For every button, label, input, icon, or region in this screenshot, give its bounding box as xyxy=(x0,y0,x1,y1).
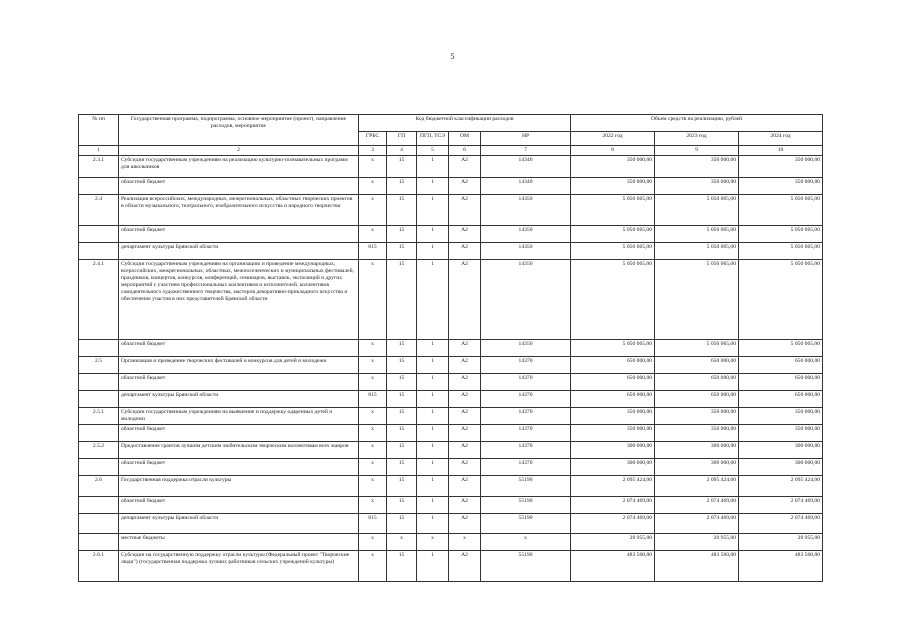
cell-2022: 20 955,00 xyxy=(571,534,655,551)
header-amount: Объем средств на реализацию, рублей xyxy=(571,115,823,132)
cell-pgp: х xyxy=(417,534,449,551)
cell-num: 2.5.2 xyxy=(79,442,119,459)
cell-2024: 2 095 424,00 xyxy=(739,476,823,497)
cell-grbs: х xyxy=(359,459,387,476)
cell-2023: 350 000,00 xyxy=(655,178,739,195)
cell-2023: 300 000,00 xyxy=(655,442,739,459)
cell-gp: 15 xyxy=(387,340,417,357)
cell-2023: 300 000,00 xyxy=(655,459,739,476)
cell-gp: 15 xyxy=(387,442,417,459)
cell-nr: 14370 xyxy=(481,391,571,408)
cell-2023: 650 000,00 xyxy=(655,374,739,391)
cell-name: Государственная поддержка отрасли культуры xyxy=(119,476,359,497)
table-row xyxy=(79,243,823,260)
cell-2022: 483 560,00 xyxy=(571,551,655,582)
cell-om: А2 xyxy=(449,408,481,425)
cell-2024: 483 560,00 xyxy=(739,551,823,582)
cell-grbs: 815 xyxy=(359,243,387,260)
cell-om: А2 xyxy=(449,178,481,195)
cell-num xyxy=(79,425,119,442)
cell-nr: 14370 xyxy=(481,357,571,374)
table-row xyxy=(79,391,823,408)
cell-2024: 2 074 469,00 xyxy=(739,497,823,514)
cell-2024: 650 000,00 xyxy=(739,357,823,374)
cell-num xyxy=(79,178,119,195)
cell-nr: 14350 xyxy=(481,243,571,260)
cell-2024: 350 000,00 xyxy=(739,408,823,425)
cell-num xyxy=(79,459,119,476)
cell-grbs: х xyxy=(359,260,387,340)
cell-grbs: х xyxy=(359,551,387,582)
cell-gp: 15 xyxy=(387,260,417,340)
cell-2022: 2 074 469,00 xyxy=(571,514,655,534)
cell-nr: 14370 xyxy=(481,425,571,442)
cell-2023: 5 050 065,00 xyxy=(655,195,739,226)
cell-pgp: 1 xyxy=(417,476,449,497)
cell-pgp: 1 xyxy=(417,195,449,226)
cell-name: департамент культуры Брянской области xyxy=(119,243,359,260)
budget-table xyxy=(78,114,823,582)
cell-grbs: х xyxy=(359,425,387,442)
header-gp: ГП xyxy=(387,132,417,146)
table-row xyxy=(79,156,823,178)
cell-2024: 2 074 469,00 xyxy=(739,514,823,534)
cell-nr: 14350 xyxy=(481,195,571,226)
cell-2022: 5 050 065,00 xyxy=(571,243,655,260)
cell-gp: 15 xyxy=(387,497,417,514)
cell-grbs: х xyxy=(359,357,387,374)
cell-2024: 650 000,00 xyxy=(739,374,823,391)
cell-gp: 15 xyxy=(387,374,417,391)
cell-num: 2.4 xyxy=(79,195,119,226)
column-number: 4 xyxy=(387,146,417,156)
table-row xyxy=(79,374,823,391)
cell-name: областной бюджет xyxy=(119,374,359,391)
cell-2023: 5 050 065,00 xyxy=(655,226,739,243)
table-row xyxy=(79,260,823,340)
cell-pgp: 1 xyxy=(417,442,449,459)
cell-2024: 5 050 065,00 xyxy=(739,260,823,340)
cell-gp: 15 xyxy=(387,391,417,408)
cell-2023: 2 074 469,00 xyxy=(655,514,739,534)
header-2024: 2024 год xyxy=(739,132,823,146)
table-row xyxy=(79,340,823,357)
cell-2022: 350 000,00 xyxy=(571,408,655,425)
cell-2023: 2 095 424,00 xyxy=(655,476,739,497)
cell-om: А2 xyxy=(449,243,481,260)
table-row xyxy=(79,459,823,476)
cell-gp: х xyxy=(387,534,417,551)
cell-pgp: 1 xyxy=(417,391,449,408)
cell-om: А2 xyxy=(449,476,481,497)
column-number: 1 xyxy=(79,146,119,156)
cell-pgp: 1 xyxy=(417,178,449,195)
column-number: 3 xyxy=(359,146,387,156)
cell-pgp: 1 xyxy=(417,551,449,582)
cell-2022: 5 050 065,00 xyxy=(571,226,655,243)
header-pgp: ПГП, ТСЭ xyxy=(417,132,449,146)
cell-name: областной бюджет xyxy=(119,226,359,243)
cell-gp: 15 xyxy=(387,476,417,497)
cell-grbs: х xyxy=(359,442,387,459)
cell-2023: 20 955,00 xyxy=(655,534,739,551)
cell-name: Субсидии государственным учреждениям на выявление и поддержку одаренных детей и молодежи xyxy=(119,408,359,425)
cell-pgp: 1 xyxy=(417,497,449,514)
cell-num xyxy=(79,391,119,408)
header-2022: 2022 год xyxy=(571,132,655,146)
cell-nr: 14370 xyxy=(481,408,571,425)
cell-2023: 650 000,00 xyxy=(655,391,739,408)
cell-num: 2.4.1 xyxy=(79,260,119,340)
cell-name: областной бюджет xyxy=(119,459,359,476)
cell-2024: 5 050 065,00 xyxy=(739,243,823,260)
cell-name: областной бюджет xyxy=(119,425,359,442)
table-row xyxy=(79,534,823,551)
cell-2024: 350 000,00 xyxy=(739,178,823,195)
column-number: 5 xyxy=(417,146,449,156)
column-number: 9 xyxy=(655,146,739,156)
cell-om: А2 xyxy=(449,551,481,582)
cell-grbs: 815 xyxy=(359,514,387,534)
cell-nr: 14350 xyxy=(481,340,571,357)
cell-2023: 2 074 469,00 xyxy=(655,497,739,514)
cell-2024: 300 000,00 xyxy=(739,442,823,459)
cell-2022: 5 050 065,00 xyxy=(571,340,655,357)
cell-2022: 350 000,00 xyxy=(571,178,655,195)
cell-nr: 55190 xyxy=(481,476,571,497)
table-row xyxy=(79,408,823,425)
page-number: 5 xyxy=(450,52,455,61)
cell-grbs: х xyxy=(359,195,387,226)
cell-2022: 350 000,00 xyxy=(571,156,655,178)
cell-2024: 5 050 065,00 xyxy=(739,226,823,243)
cell-2022: 5 050 065,00 xyxy=(571,260,655,340)
cell-gp: 15 xyxy=(387,425,417,442)
cell-om: А2 xyxy=(449,340,481,357)
table-row xyxy=(79,357,823,374)
cell-2022: 2 095 424,00 xyxy=(571,476,655,497)
cell-2022: 5 050 065,00 xyxy=(571,195,655,226)
cell-pgp: 1 xyxy=(417,408,449,425)
header-grbs: ГРБС xyxy=(359,132,387,146)
cell-num xyxy=(79,226,119,243)
cell-num xyxy=(79,514,119,534)
cell-name: Реализация всероссийских, международных, межрегиональных, областных творческих проектов в области музыкального, театрального, изобразительного искусства и народного творчества xyxy=(119,195,359,226)
cell-2023: 5 050 065,00 xyxy=(655,340,739,357)
cell-2024: 5 050 065,00 xyxy=(739,195,823,226)
cell-gp: 15 xyxy=(387,357,417,374)
cell-nr: х xyxy=(481,534,571,551)
header-2023: 2023 год xyxy=(655,132,739,146)
cell-name: Субсидии государственным учреждениям на организацию и проведение международных, всероссийских, межрегиональных, областных, межпоселенческих и муниципальных фестивалей, праздников, концертов, конкурсов, конференций, семинаров, выставок, экспозиций и других мероприятий с участием профессиональных коллективов и исполнителей, коллективов самодеятельного художественного творчества, мастеров декоративно-прикладного искусства и обеспечение участия в них представителей Брянской области xyxy=(119,260,359,340)
cell-nr: 14370 xyxy=(481,442,571,459)
cell-gp: 15 xyxy=(387,226,417,243)
column-number: 7 xyxy=(481,146,571,156)
table-body xyxy=(79,156,823,582)
cell-num: 2.5 xyxy=(79,357,119,374)
cell-om: А2 xyxy=(449,497,481,514)
cell-om: А2 xyxy=(449,425,481,442)
cell-2023: 5 050 065,00 xyxy=(655,260,739,340)
cell-nr: 55190 xyxy=(481,497,571,514)
header-name: Государственная программа, подпрограмма, основное мероприятие (проект), направление расходов, мероприятие xyxy=(119,115,359,146)
cell-om: А2 xyxy=(449,260,481,340)
cell-nr: 14370 xyxy=(481,374,571,391)
cell-num xyxy=(79,243,119,260)
cell-num: 2.6 xyxy=(79,476,119,497)
cell-pgp: 1 xyxy=(417,340,449,357)
cell-2022: 300 000,00 xyxy=(571,459,655,476)
cell-gp: 15 xyxy=(387,178,417,195)
cell-pgp: 1 xyxy=(417,357,449,374)
cell-gp: 15 xyxy=(387,243,417,260)
header-om: ОМ xyxy=(449,132,481,146)
cell-2022: 650 000,00 xyxy=(571,357,655,374)
cell-2023: 350 000,00 xyxy=(655,408,739,425)
cell-om: А2 xyxy=(449,357,481,374)
cell-2024: 650 000,00 xyxy=(739,391,823,408)
cell-2023: 350 000,00 xyxy=(655,156,739,178)
cell-grbs: х xyxy=(359,408,387,425)
table-row xyxy=(79,195,823,226)
cell-nr: 14340 xyxy=(481,156,571,178)
cell-2022: 650 000,00 xyxy=(571,391,655,408)
cell-2024: 350 000,00 xyxy=(739,425,823,442)
cell-name: Субсидии на государственную поддержку отрасли культуры (Федеральный проект "Творческие люди") (государственная поддержка лучших работников сельских учреждений культуры) xyxy=(119,551,359,582)
cell-2024: 20 955,00 xyxy=(739,534,823,551)
cell-gp: 15 xyxy=(387,514,417,534)
cell-nr: 14370 xyxy=(481,459,571,476)
column-number: 10 xyxy=(739,146,823,156)
table-row xyxy=(79,178,823,195)
cell-name: департамент культуры Брянской области xyxy=(119,514,359,534)
header-code: Код бюджетной классификации расходов xyxy=(359,115,571,132)
cell-nr: 14340 xyxy=(481,178,571,195)
cell-grbs: х xyxy=(359,497,387,514)
cell-2023: 650 000,00 xyxy=(655,357,739,374)
table-row xyxy=(79,425,823,442)
cell-grbs: х xyxy=(359,476,387,497)
cell-2024: 300 000,00 xyxy=(739,459,823,476)
cell-grbs: х xyxy=(359,156,387,178)
cell-grbs: х xyxy=(359,226,387,243)
cell-gp: 15 xyxy=(387,156,417,178)
cell-2022: 650 000,00 xyxy=(571,374,655,391)
cell-pgp: 1 xyxy=(417,156,449,178)
cell-om: А2 xyxy=(449,459,481,476)
column-number: 8 xyxy=(571,146,655,156)
cell-om: А2 xyxy=(449,156,481,178)
cell-2022: 2 074 469,00 xyxy=(571,497,655,514)
cell-name: областной бюджет xyxy=(119,178,359,195)
cell-num: 2.6.1 xyxy=(79,551,119,582)
cell-2023: 483 560,00 xyxy=(655,551,739,582)
cell-om: А2 xyxy=(449,226,481,243)
column-number: 2 xyxy=(119,146,359,156)
header-nr: НР xyxy=(481,132,571,146)
cell-pgp: 1 xyxy=(417,459,449,476)
cell-pgp: 1 xyxy=(417,243,449,260)
cell-om: х xyxy=(449,534,481,551)
cell-om: А2 xyxy=(449,391,481,408)
cell-om: А2 xyxy=(449,442,481,459)
cell-name: местные бюджеты xyxy=(119,534,359,551)
table-row xyxy=(79,514,823,534)
cell-grbs: х xyxy=(359,178,387,195)
column-number: 6 xyxy=(449,146,481,156)
table-row xyxy=(79,497,823,514)
cell-name: областной бюджет xyxy=(119,497,359,514)
table-row xyxy=(79,226,823,243)
cell-2023: 350 000,00 xyxy=(655,425,739,442)
cell-name: Организация и проведение творческих фестивалей и конкурсов для детей и молодежи xyxy=(119,357,359,374)
header-num: № пп xyxy=(79,115,119,146)
cell-gp: 15 xyxy=(387,459,417,476)
cell-num xyxy=(79,497,119,514)
cell-om: А2 xyxy=(449,374,481,391)
cell-pgp: 1 xyxy=(417,226,449,243)
cell-pgp: 1 xyxy=(417,374,449,391)
cell-nr: 55190 xyxy=(481,551,571,582)
cell-2022: 350 000,00 xyxy=(571,425,655,442)
cell-num xyxy=(79,340,119,357)
cell-grbs: х xyxy=(359,340,387,357)
cell-num xyxy=(79,374,119,391)
cell-name: областной бюджет xyxy=(119,340,359,357)
cell-2023: 5 050 065,00 xyxy=(655,243,739,260)
cell-om: А2 xyxy=(449,195,481,226)
cell-nr: 14350 xyxy=(481,260,571,340)
cell-grbs: х xyxy=(359,534,387,551)
cell-num: 2.3.1 xyxy=(79,156,119,178)
cell-nr: 55190 xyxy=(481,514,571,534)
cell-2022: 300 000,00 xyxy=(571,442,655,459)
cell-name: департамент культуры Брянской области xyxy=(119,391,359,408)
cell-gp: 15 xyxy=(387,408,417,425)
cell-gp: 15 xyxy=(387,551,417,582)
cell-pgp: 1 xyxy=(417,425,449,442)
table-row xyxy=(79,476,823,497)
cell-name: Предоставление грантов лучшим детским любительским творческим коллективам всех жанров xyxy=(119,442,359,459)
cell-2024: 350 000,00 xyxy=(739,156,823,178)
table-row xyxy=(79,551,823,582)
cell-nr: 14350 xyxy=(481,226,571,243)
cell-2024: 5 050 065,00 xyxy=(739,340,823,357)
cell-pgp: 1 xyxy=(417,514,449,534)
cell-gp: 15 xyxy=(387,195,417,226)
cell-grbs: 815 xyxy=(359,391,387,408)
table-row xyxy=(79,442,823,459)
cell-pgp: 1 xyxy=(417,260,449,340)
cell-name: Субсидии государственным учреждениям на реализацию культурно-познавательных программ для школьников xyxy=(119,156,359,178)
cell-om: А2 xyxy=(449,514,481,534)
cell-grbs: х xyxy=(359,374,387,391)
cell-num xyxy=(79,534,119,551)
cell-num: 2.5.1 xyxy=(79,408,119,425)
